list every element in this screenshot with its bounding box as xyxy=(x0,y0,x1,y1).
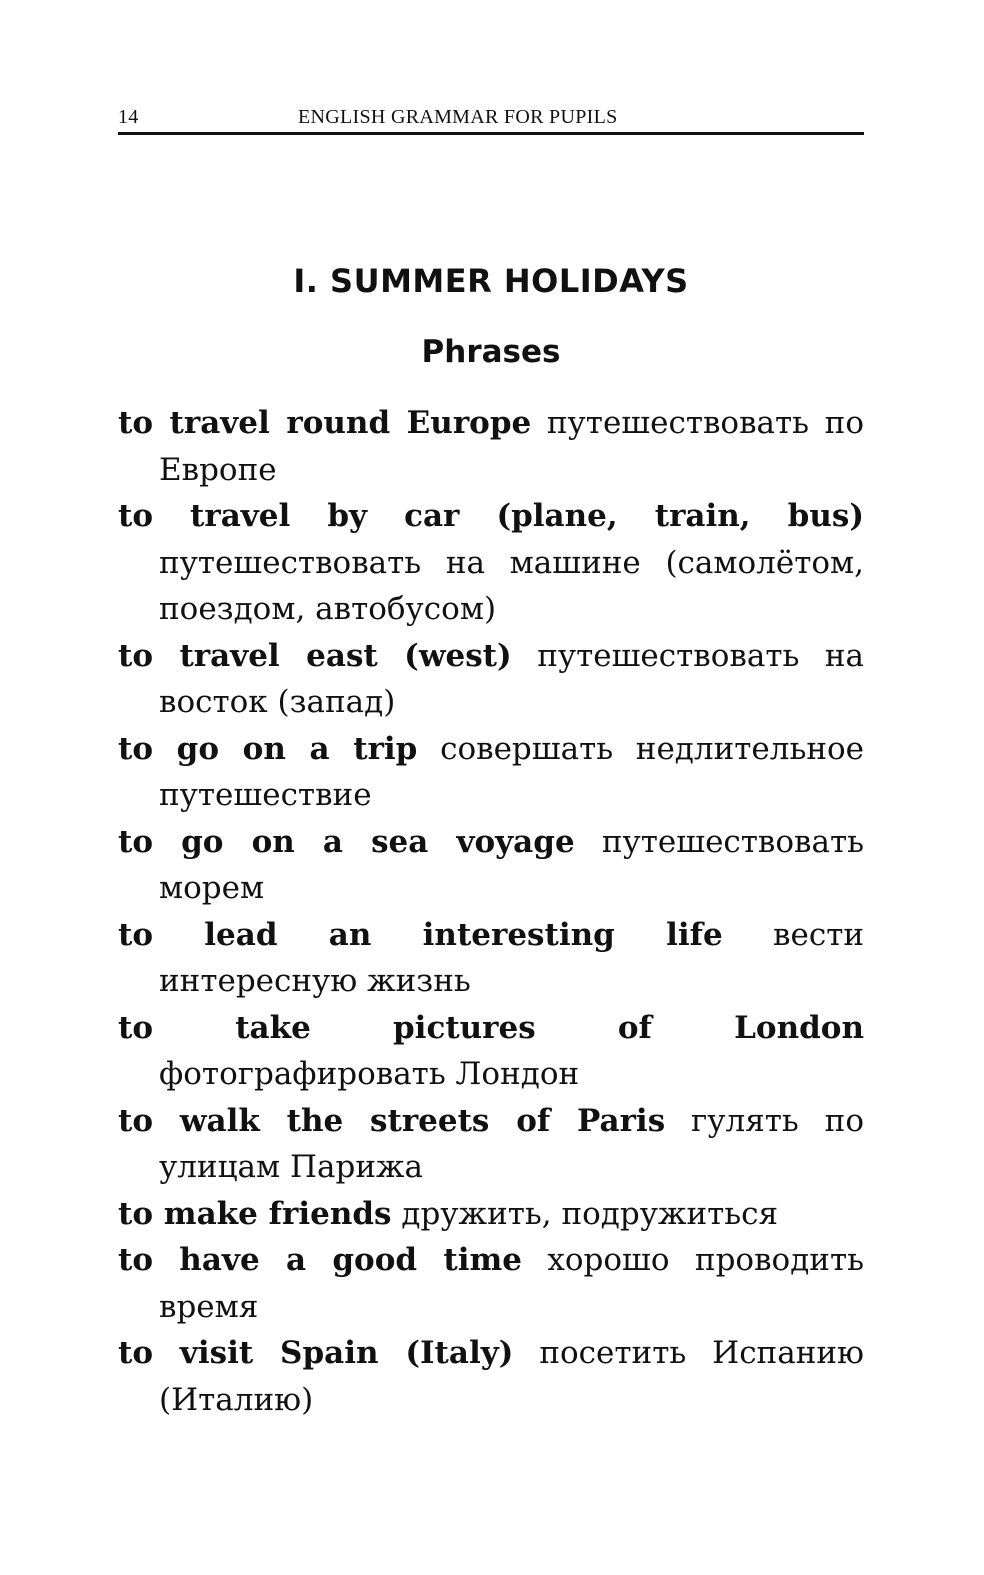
phrase-translation: хорошо проводить время xyxy=(159,1242,864,1325)
phrase-entry xyxy=(118,400,864,493)
phrase-translation: фотографировать Лондон xyxy=(159,1056,580,1092)
chapter-title: I. SUMMER HOLIDAYS xyxy=(293,262,689,300)
phrase-translation: гулять по улицам Парижа xyxy=(159,1102,865,1185)
phrase-entry xyxy=(118,633,864,726)
phrase-english: to travel round Europe xyxy=(118,405,532,441)
phrase-translation: совершать недлительное путешествие xyxy=(159,730,864,813)
phrase-english: to walk the streets of Paris xyxy=(118,1102,666,1139)
phrase-english: to travel east (west) xyxy=(118,637,512,674)
phrase-translation: вести интересную жизнь xyxy=(159,916,865,999)
phrase-english: to go on a trip xyxy=(118,730,418,767)
phrase-english: to make friends xyxy=(118,1195,392,1232)
phrase-english: to go on a sea voyage xyxy=(118,823,575,860)
phrase-entry xyxy=(118,726,864,819)
phrase-translation: путешествовать на восток (запад) xyxy=(159,637,864,720)
phrase-english: to travel by car (plane, train, bus) xyxy=(118,498,864,534)
book-page xyxy=(118,0,864,1575)
phrase-entry xyxy=(118,1237,864,1330)
phrase-entry xyxy=(118,1330,864,1423)
phrase-entry xyxy=(118,493,864,633)
phrase-entry xyxy=(118,1005,864,1098)
phrase-translation: путешествовать на машине (самолётом, поездом, автобусом) xyxy=(159,544,864,627)
phrase-list xyxy=(118,400,864,1423)
running-title: ENGLISH GRAMMAR FOR PUPILS xyxy=(298,106,618,128)
phrase-english: to lead an interesting life xyxy=(118,916,723,953)
page-number: 14 xyxy=(118,106,139,128)
phrase-entry xyxy=(118,1191,864,1238)
phrase-entry xyxy=(118,1098,864,1191)
running-head xyxy=(118,104,864,135)
phrase-english: to take pictures of London xyxy=(118,1009,864,1046)
phrase-translation: путешествовать морем xyxy=(159,823,865,906)
phrase-translation: посетить Испанию (Италию) xyxy=(159,1335,865,1418)
phrase-entry xyxy=(118,819,864,912)
phrase-english: to visit Spain (Italy) xyxy=(118,1335,514,1371)
phrase-translation: путешествовать по Европе xyxy=(159,405,864,488)
phrase-entry xyxy=(118,912,864,1005)
section-title: Phrases xyxy=(421,334,561,370)
phrase-translation: дружить, подружиться xyxy=(401,1195,779,1232)
phrase-english: to have a good time xyxy=(118,1242,523,1278)
